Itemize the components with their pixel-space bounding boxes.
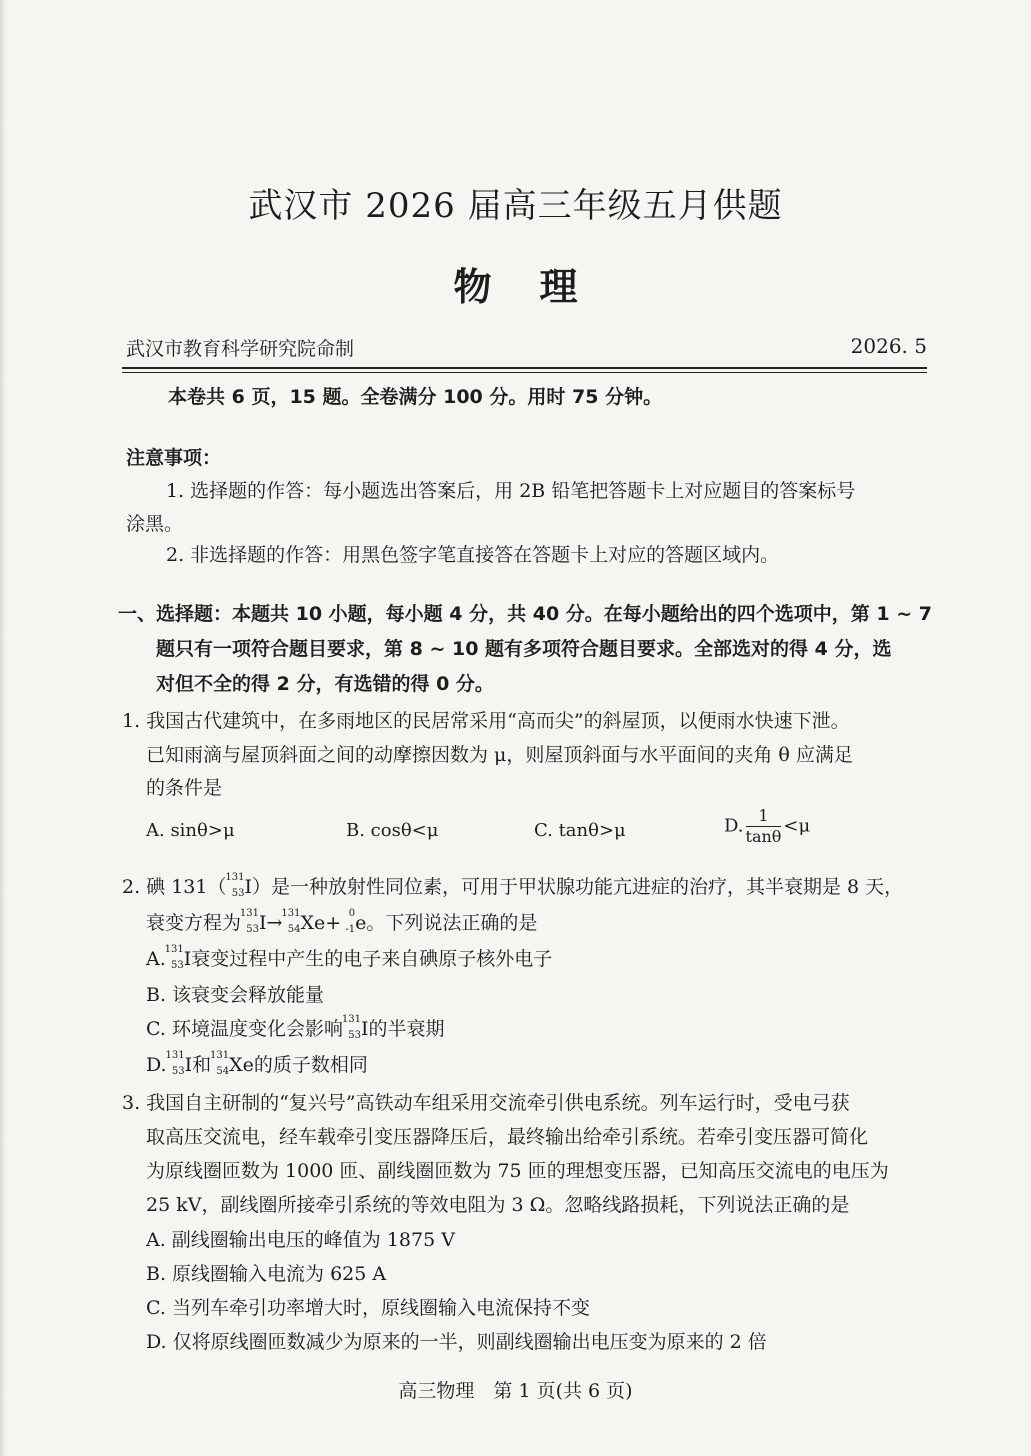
plus-sign: +: [325, 912, 342, 934]
q2-line2: [146, 908, 537, 935]
mass-number: 131: [239, 908, 260, 919]
intro-text: 本卷共 6 页，15 题。全卷满分 100 分。用时 75 分钟。: [168, 386, 663, 408]
q2-option-c: [146, 1014, 444, 1041]
q3-option-b: B. 原线圈输入电流为 625 A: [146, 1263, 387, 1285]
option-text: 的半衰期: [368, 1018, 445, 1040]
header-rule-thick: [122, 367, 927, 369]
q1-line2: 已知雨滴与屋顶斜面之间的动摩擦因数为 μ，则屋顶斜面与水平面间的夹角 θ 应满足: [146, 744, 853, 766]
q3-option-d: D. 仅将原线圈匝数减少为原来的一半，则副线圈输出电压变为原来的 2 倍: [146, 1331, 767, 1353]
atomic-number: 53: [348, 1030, 361, 1041]
q1-option-d-denominator: tanθ: [745, 827, 782, 846]
q1-option-d-fraction: [746, 806, 782, 847]
q1-option-a: A. sinθ>μ: [146, 820, 235, 841]
q3-line2: 取高压交流电，经车载牵引变压器降压后，最终输出给牵引系统。若牵引变压器可简化: [146, 1126, 869, 1148]
atomic-number: 54: [216, 1066, 230, 1077]
section1-line3: 对但不全的得 2 分，有选错的得 0 分。: [156, 673, 494, 695]
institute-label: 武汉市教育科学研究院命制: [126, 338, 355, 360]
nuclide-i131: [165, 1050, 185, 1077]
atomic-number: 53: [231, 888, 245, 899]
option-label: D.: [146, 1054, 167, 1076]
mass-number: 131: [341, 1014, 361, 1025]
atomic-number: 53: [246, 924, 260, 935]
atomic-number: 53: [171, 960, 184, 971]
q1-line1: 1. 我国古代建筑中，在多雨地区的民居常采用“高而尖”的斜屋顶，以便雨水快速下泄。: [122, 710, 850, 732]
q2-line1-end: ）是一种放射性同位素，可用于甲状腺功能亢进症的治疗，其半衰期是 8 天，: [252, 876, 904, 898]
q3-line3: 为原线圈匝数为 1000 匝、副线圈匝数为 75 匝的理想变压器，已知高压交流电的电压为: [146, 1160, 889, 1182]
notice-heading: 注意事项：: [126, 447, 222, 469]
q1-line3: 的条件是: [146, 777, 223, 799]
electron-symbol: [341, 908, 356, 935]
q1-option-d: [724, 806, 810, 847]
q1-option-d-suffix: <μ: [783, 815, 811, 837]
mass-number: 0: [348, 908, 356, 919]
mass-number: 131: [164, 944, 184, 955]
q2-option-d: [146, 1050, 368, 1077]
element-symbol: I: [259, 912, 267, 934]
q1-option-d-numerator: 1: [746, 806, 782, 827]
q3-line4: 25 kV，副线圈所接牵引系统的等效电阻为 3 Ω。忽略线路损耗，下列说法正确的是: [146, 1194, 850, 1216]
element-symbol: I: [360, 1018, 369, 1040]
nuclide-xe131: [210, 1050, 230, 1077]
option-text: 的质子数相同: [253, 1054, 368, 1076]
q2-option-b: B. 该衰变会释放能量: [146, 984, 325, 1006]
section1-line2: 题只有一项符合题目要求，第 8 ~ 10 题有多项符合题目要求。全部选对的得 4 分，选: [156, 638, 892, 660]
section1-line1: 一、选择题：本题共 10 小题，每小题 4 分，共 40 分。在每小题给出的四个选项中，第 1 ~ 7: [118, 603, 932, 625]
page-footer: 高三物理 第 1 页(共 6 页): [398, 1380, 633, 1402]
atomic-number: 53: [171, 1066, 185, 1077]
element-symbol: I: [184, 1054, 193, 1076]
element-symbol: e: [355, 912, 367, 934]
atomic-number: 54: [287, 924, 301, 935]
element-symbol: Xe: [300, 912, 326, 934]
notice-item-2: 2. 非选择题的作答：用黑色签字笔直接答在答题卡上对应的答题区域内。: [166, 544, 780, 566]
q3-option-a: A. 副线圈输出电压的峰值为 1875 V: [146, 1229, 455, 1251]
element-symbol: I: [244, 876, 252, 898]
header-rule-thin: [122, 372, 927, 373]
nuclide-i131: [164, 944, 184, 971]
q1-option-b: B. cosθ<μ: [346, 820, 439, 841]
q2-line1: [122, 872, 903, 899]
arrow-icon: →: [266, 912, 283, 934]
nuclide-i131: [341, 1014, 361, 1041]
charge-number: -1: [345, 924, 356, 935]
mass-number: 131: [210, 1050, 230, 1061]
q1-option-c: C. tanθ>μ: [534, 820, 626, 841]
q3-option-c: C. 当列车牵引功率增大时，原线圈输入电流保持不变: [146, 1297, 590, 1319]
notice-item-1: 1. 选择题的作答：每小题选出答案后，用 2B 铅笔把答题卡上对应题目的答案标号: [166, 480, 856, 502]
option-text: C. 环境温度变化会影响: [146, 1018, 343, 1040]
q2-line1-start: 2. 碘 131（: [122, 876, 227, 898]
q3-line1: 3. 我国自主研制的“复兴号”高铁动车组采用交流牵引供电系统。列车运行时，受电弓获: [122, 1092, 850, 1114]
q2-line2-end: 。下列说法正确的是: [366, 912, 538, 934]
exam-date: 2026. 5: [850, 334, 927, 358]
option-text: 衰变过程中产生的电子来自碘原子核外电子: [191, 948, 553, 970]
element-symbol: I: [183, 948, 192, 970]
nuclide-i131: [239, 908, 260, 935]
notice-item-1-cont: 涂黑。: [126, 513, 184, 535]
option-label: A.: [146, 948, 166, 970]
mass-number: 131: [281, 908, 301, 919]
nuclide-i131: [225, 872, 245, 899]
element-symbol: Xe: [229, 1054, 254, 1076]
q2-option-a: [146, 944, 552, 971]
mass-number: 131: [165, 1050, 185, 1061]
q1-option-d-prefix: D.: [724, 815, 744, 837]
mass-number: 131: [225, 872, 245, 883]
option-text: 和: [192, 1054, 212, 1076]
nuclide-xe131: [281, 908, 301, 935]
q2-line2-start: 衰变方程为: [146, 912, 242, 934]
subject-title: 物理: [453, 264, 626, 309]
exam-title: 武汉市 2026 届高三年级五月供题: [248, 186, 783, 226]
